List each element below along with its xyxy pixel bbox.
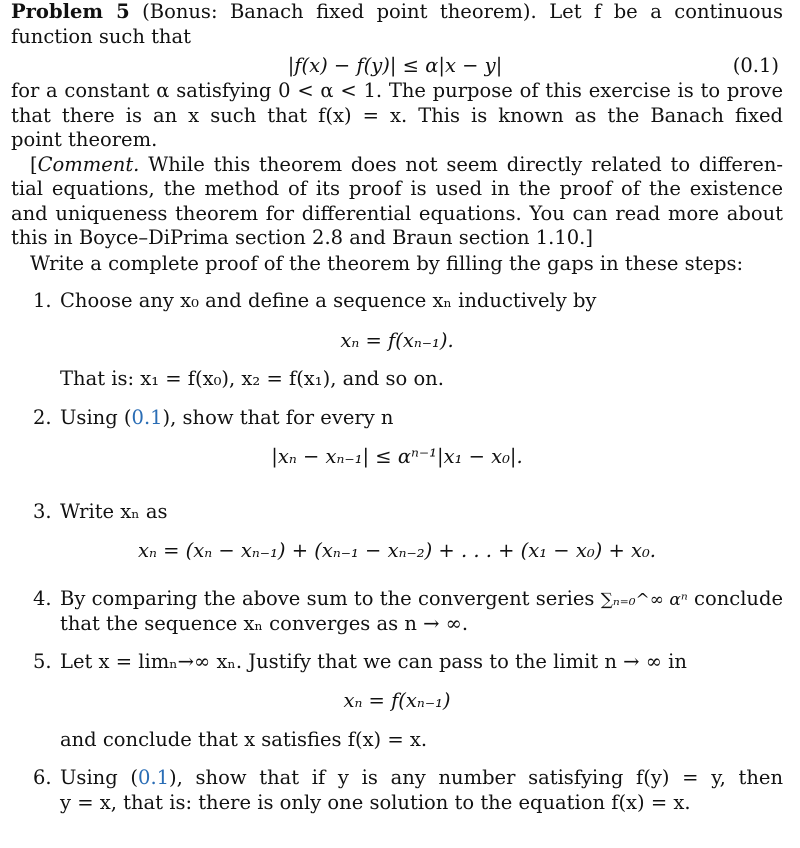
step-3-display: xₙ = (xₙ − xₙ₋₁) + (xₙ₋₁ − xₙ₋₂) + . . . + (x₁ − x₀) + x₀. — [138, 539, 656, 562]
step-1-display: xₙ = f(xₙ₋₁). — [340, 328, 454, 352]
step-1-after: That is: x₁ = f(x₀), x₂ = f(x₁), and so on. — [60, 367, 444, 390]
problem-intro-line-1: Let f be a continuous — [549, 0, 784, 23]
purpose-line-3: point theorem. — [11, 128, 158, 151]
equation-0-1-body: |f(x) − f(y)| ≤ α|x − y| — [287, 54, 503, 77]
equation-reference-link[interactable]: 0.1 — [131, 405, 163, 429]
problem-statement — [11, 0, 783, 49]
step-2 — [11, 406, 783, 470]
step-6-line-2: y = x, that is: there is only one solution to the equation f(x) = x. — [60, 790, 691, 814]
step-number: 1. — [33, 289, 52, 312]
step-5-after: and conclude that x satisfies f(x) = x. — [60, 727, 428, 751]
purpose-line-2: that there is an x such that f(x) = x. This is known as the Banach fixed — [11, 103, 783, 127]
step-number: 5. — [33, 649, 52, 673]
equation-number: (0.1) — [732, 54, 779, 77]
step-6 — [11, 766, 783, 815]
step-3-text: Write xₙ as — [60, 499, 168, 523]
purpose-line-1: for a constant α satisfying 0 < α < 1. The purpose of this exercise is to prove — [11, 79, 783, 102]
step-1-text: Choose any x₀ and define a sequence xₙ inductively by — [60, 289, 597, 312]
step-1 — [11, 289, 783, 392]
problem-bonus: (Bonus: Banach fixed point theorem). — [142, 0, 537, 23]
comment-label: Comment. — [37, 152, 140, 176]
step-6-post: ), show that if y is any number satisfying f(y) = y, then — [169, 766, 784, 789]
problem-intro-line-2: function such that — [11, 24, 191, 48]
step-number: 2. — [33, 405, 52, 429]
step-number: 4. — [33, 586, 52, 610]
step-3 — [11, 500, 783, 564]
comment-line-4: this in Boyce–DiPrima section 2.8 and Braun section 1.10.] — [11, 226, 593, 249]
step-2-post: ), show that for every n — [162, 405, 394, 429]
step-4-line-1-pre: By comparing the above sum to the convergent series — [60, 586, 595, 610]
document-page — [11, 0, 783, 815]
step-4 — [11, 587, 783, 637]
step-4-series: ∑ₙ₌₀^∞ αⁿ — [600, 589, 688, 610]
steps-list — [11, 289, 783, 815]
instruction-text: Write a complete proof of the theorem by filling the gaps in these steps: — [30, 251, 744, 275]
step-5-text: Let x = limₙ→∞ xₙ. Justify that we can pass to the limit n → ∞ in — [60, 649, 687, 673]
step-number: 6. — [33, 766, 52, 789]
equation-0-1 — [11, 49, 783, 83]
step-5 — [11, 650, 783, 753]
comment-line-1: While this theorem does not seem directly related to differen- — [148, 152, 783, 176]
step-4-line-2: that the sequence xₙ converges as n → ∞. — [60, 612, 469, 635]
step-2-display: |xₙ − xₙ₋₁| ≤ αⁿ⁻¹|x₁ − x₀|. — [271, 445, 523, 468]
comment-open-bracket: [ — [30, 152, 38, 176]
problem-heading: Problem 5 — [11, 0, 130, 23]
problem-purpose — [11, 79, 783, 153]
comment-line-3: and uniqueness theorem for differential equations. You can read more about — [11, 201, 783, 225]
step-number: 3. — [33, 499, 52, 523]
comment-line-2: tial equations, the method of its proof is used in the proof of the existence — [11, 177, 783, 200]
step-6-pre: Using ( — [60, 766, 139, 789]
equation-reference-link[interactable]: 0.1 — [138, 766, 170, 789]
step-2-pre: Using ( — [60, 405, 132, 429]
step-5-display: xₙ = f(xₙ₋₁) — [343, 689, 451, 712]
comment-paragraph — [11, 153, 783, 251]
step-4-line-1-post: conclude — [694, 586, 784, 610]
